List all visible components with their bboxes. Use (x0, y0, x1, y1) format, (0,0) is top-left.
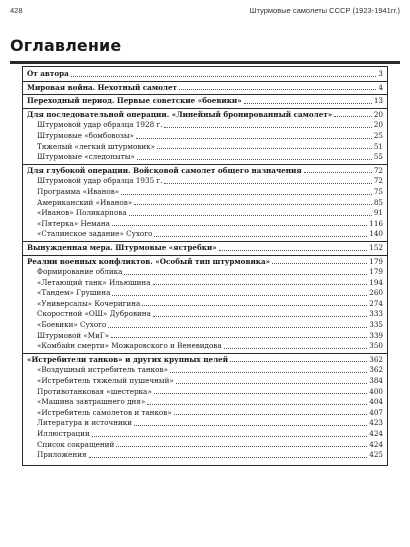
toc-leader-dots (89, 457, 368, 458)
toc-entry-title: «Пятерка» Немана (37, 218, 110, 228)
toc-page-number: 4 (378, 82, 383, 92)
toc-leader-dots (121, 194, 372, 195)
toc-entry-title: «Истребитель самолетов и танков» (37, 407, 172, 417)
toc-leader-dots (71, 76, 377, 77)
toc-page-number: 424 (369, 429, 383, 438)
toc-leader-dots (179, 89, 376, 90)
toc-entry-title: Иллюстрации (37, 429, 90, 438)
toc-section-row[interactable] (27, 187, 383, 198)
toc-separator (23, 353, 387, 354)
toc-entry-title: «Истребители танков» и других крупных целей (27, 354, 229, 364)
toc-leader-dots (304, 172, 372, 173)
toc-leader-dots (154, 236, 367, 237)
toc-entry-title: Для последовательной операции. «Линейный бронированный самолет» (27, 109, 333, 119)
toc-page-number: 179 (369, 256, 383, 266)
toc-entry-title: Переходный период. Первые советские «боевики» (27, 96, 242, 106)
toc-page-number: 20 (373, 120, 383, 130)
toc-entry-title: Штурмовой «МиГ» (37, 330, 110, 340)
toc-entry-title: Скоростной «ОШ» Дубровина (37, 309, 151, 319)
toc-entry-title: «Универсалы» Кочеригина (37, 298, 141, 308)
toc-leader-dots (176, 383, 368, 384)
toc-separator (23, 164, 387, 165)
toc-entry-title: «Летающий танк» Ильюшина (37, 277, 151, 287)
toc-entry-title: «Тандем» Грушина (37, 288, 111, 298)
toc-leader-dots (108, 327, 367, 328)
toc-leader-dots (92, 436, 368, 437)
toc-entry-title: «Истребитель тяжелый пушечный» (37, 376, 174, 386)
toc-page-number: 72 (373, 165, 383, 175)
running-title: Штурмовые самолеты СССР (1923-1941гг.) (249, 6, 400, 15)
toc-page-number: 25 (373, 130, 383, 140)
toc-leader-dots (147, 404, 367, 405)
toc-separator (23, 108, 387, 109)
toc-page-number: 274 (369, 298, 383, 308)
toc-leader-dots (164, 127, 371, 128)
toc-page-number: 152 (369, 242, 383, 252)
toc-chapter-row[interactable] (27, 257, 383, 268)
toc-page-number: 91 (373, 208, 383, 218)
toc-chapter-row[interactable] (27, 96, 383, 107)
toc-section-row[interactable] (27, 331, 383, 342)
toc-leader-dots (219, 250, 367, 251)
toc-section-row[interactable] (27, 429, 383, 440)
toc-entry-title: Программа «Иванов» (37, 186, 120, 196)
toc-entry-title: Список сокращений (37, 439, 115, 449)
toc-page-number: 423 (369, 418, 383, 428)
table-of-contents (22, 66, 388, 466)
toc-entry-title: «Комбайн смерти» Можаровского и Веневидова (37, 341, 222, 351)
toc-entry-title: Противотанковая «шестерка» (37, 386, 152, 396)
toc-entry-title: Штурмовые «бомбовозы» (37, 130, 134, 140)
toc-leader-dots (334, 116, 372, 117)
toc-separator (23, 81, 387, 82)
toc-page-number: 424 (369, 439, 383, 449)
toc-leader-dots (153, 284, 368, 285)
toc-section-row[interactable] (27, 408, 383, 419)
toc-section-row[interactable] (27, 299, 383, 310)
toc-leader-dots (112, 225, 367, 226)
page-number: 428 (10, 6, 23, 15)
toc-page-number: 51 (373, 141, 383, 151)
toc-entry-title: «Иванов» Поликарпова (37, 208, 127, 218)
toc-leader-dots (111, 337, 367, 338)
toc-leader-dots (164, 183, 371, 184)
toc-page-number: 333 (369, 309, 383, 319)
toc-section-row[interactable] (27, 229, 383, 240)
toc-section-row[interactable] (27, 288, 383, 299)
toc-section-row[interactable] (27, 208, 383, 219)
title-block (10, 36, 400, 64)
toc-leader-dots (142, 305, 367, 306)
toc-page-number: 407 (369, 407, 383, 417)
toc-page-number: 20 (373, 109, 383, 119)
toc-page-number: 55 (373, 152, 383, 162)
toc-section-row[interactable] (27, 387, 383, 398)
toc-section-row[interactable] (27, 341, 383, 352)
toc-separator (23, 94, 387, 95)
toc-page-number: 13 (373, 96, 383, 106)
toc-page-number: 362 (369, 354, 383, 364)
toc-entry-title: Литература и источники (37, 418, 133, 428)
toc-section-row[interactable] (27, 152, 383, 163)
toc-chapter-row[interactable] (27, 355, 383, 366)
toc-section-row[interactable] (27, 309, 383, 320)
toc-section-row[interactable] (27, 418, 383, 429)
toc-section-row[interactable] (27, 176, 383, 187)
toc-page-number: 72 (373, 176, 383, 186)
toc-page-number: 404 (369, 397, 383, 407)
toc-page-number: 339 (369, 330, 383, 340)
toc-entry-title: Штурмовые «следопыты» (37, 152, 135, 162)
toc-section-row[interactable] (27, 450, 383, 461)
toc-section-row[interactable] (27, 120, 383, 131)
toc-chapter-row[interactable] (27, 243, 383, 254)
toc-page-number: 362 (369, 365, 383, 375)
toc-section-row[interactable] (27, 440, 383, 451)
toc-page-number: 260 (369, 288, 383, 298)
toc-leader-dots (124, 274, 367, 275)
toc-page-number: 350 (369, 341, 383, 351)
toc-entry-title: «Боевики» Сухого (37, 320, 107, 330)
toc-entry-title: Вынужденная мера. Штурмовые «ястребки» (27, 242, 217, 252)
toc-leader-dots (154, 393, 368, 394)
toc-leader-dots (112, 295, 367, 296)
toc-chapter-row[interactable] (27, 69, 383, 80)
toc-leader-dots (174, 414, 368, 415)
toc-separator (23, 255, 387, 256)
toc-section-row[interactable] (27, 131, 383, 142)
toc-leader-dots (137, 159, 372, 160)
toc-leader-dots (136, 138, 372, 139)
toc-section-row[interactable] (27, 142, 383, 153)
toc-entry-title: «Воздушный истребитель танков» (37, 365, 168, 375)
toc-leader-dots (153, 316, 367, 317)
toc-leader-dots (170, 372, 367, 373)
toc-page-number: 179 (369, 267, 383, 277)
toc-leader-dots (272, 263, 367, 264)
toc-chapter-row[interactable] (27, 110, 383, 121)
title-rule (10, 61, 400, 64)
toc-entry-title: Реалии военных конфликтов. «Особый тип штурмовика» (27, 256, 271, 266)
toc-entry-title: Приложения (37, 450, 87, 460)
toc-leader-dots (134, 204, 372, 205)
toc-entry-title: Тяжелый «легкий штурмовик» (37, 141, 156, 151)
toc-entry-title: Американский «Иванов» (37, 197, 133, 207)
toc-entry-title: Мировая война. Нехотный самолет (27, 82, 177, 92)
toc-page-number: 85 (373, 197, 383, 207)
toc-chapter-row[interactable] (27, 166, 383, 177)
toc-entry-title: Формирование облика (37, 267, 123, 277)
toc-entry-title: От автора (27, 69, 69, 78)
toc-section-row[interactable] (27, 219, 383, 230)
toc-leader-dots (224, 348, 368, 349)
page-header (10, 6, 400, 18)
toc-page-number: 75 (373, 186, 383, 196)
toc-section-row[interactable] (27, 397, 383, 408)
toc-chapter-row[interactable] (27, 83, 383, 94)
toc-entry-title: «Сталинское задание» Сухого (37, 229, 153, 239)
toc-leader-dots (116, 446, 367, 447)
toc-section-row[interactable] (27, 320, 383, 331)
toc-section-row[interactable] (27, 278, 383, 289)
toc-section-row[interactable] (27, 198, 383, 209)
toc-page-number: 425 (369, 450, 383, 460)
toc-page-number: 384 (369, 376, 383, 386)
toc-entry-title: Штурмовой удар образца 1935 г. (37, 176, 163, 186)
toc-leader-dots (129, 215, 372, 216)
toc-separator (23, 241, 387, 242)
toc-entry-title: Для глубокой операции. Войсковой самолет общего назначения (27, 165, 302, 175)
toc-page-number: 116 (369, 218, 383, 228)
toc-page-number: 400 (369, 386, 383, 396)
toc-entry-title: «Машина завтрашнего дня» (37, 397, 146, 407)
page-title: Оглавление (10, 36, 122, 55)
toc-leader-dots (230, 361, 367, 362)
toc-page-number: 335 (369, 320, 383, 330)
toc-entry-title: Штурмовой удар образца 1928 г. (37, 120, 163, 130)
toc-page-number: 140 (369, 229, 383, 239)
toc-section-row[interactable] (27, 365, 383, 376)
toc-page-number: 3 (378, 69, 383, 78)
toc-leader-dots (134, 425, 367, 426)
toc-section-row[interactable] (27, 376, 383, 387)
toc-section-row[interactable] (27, 267, 383, 278)
toc-page-number: 194 (369, 277, 383, 287)
toc-leader-dots (244, 103, 372, 104)
toc-leader-dots (157, 148, 372, 149)
